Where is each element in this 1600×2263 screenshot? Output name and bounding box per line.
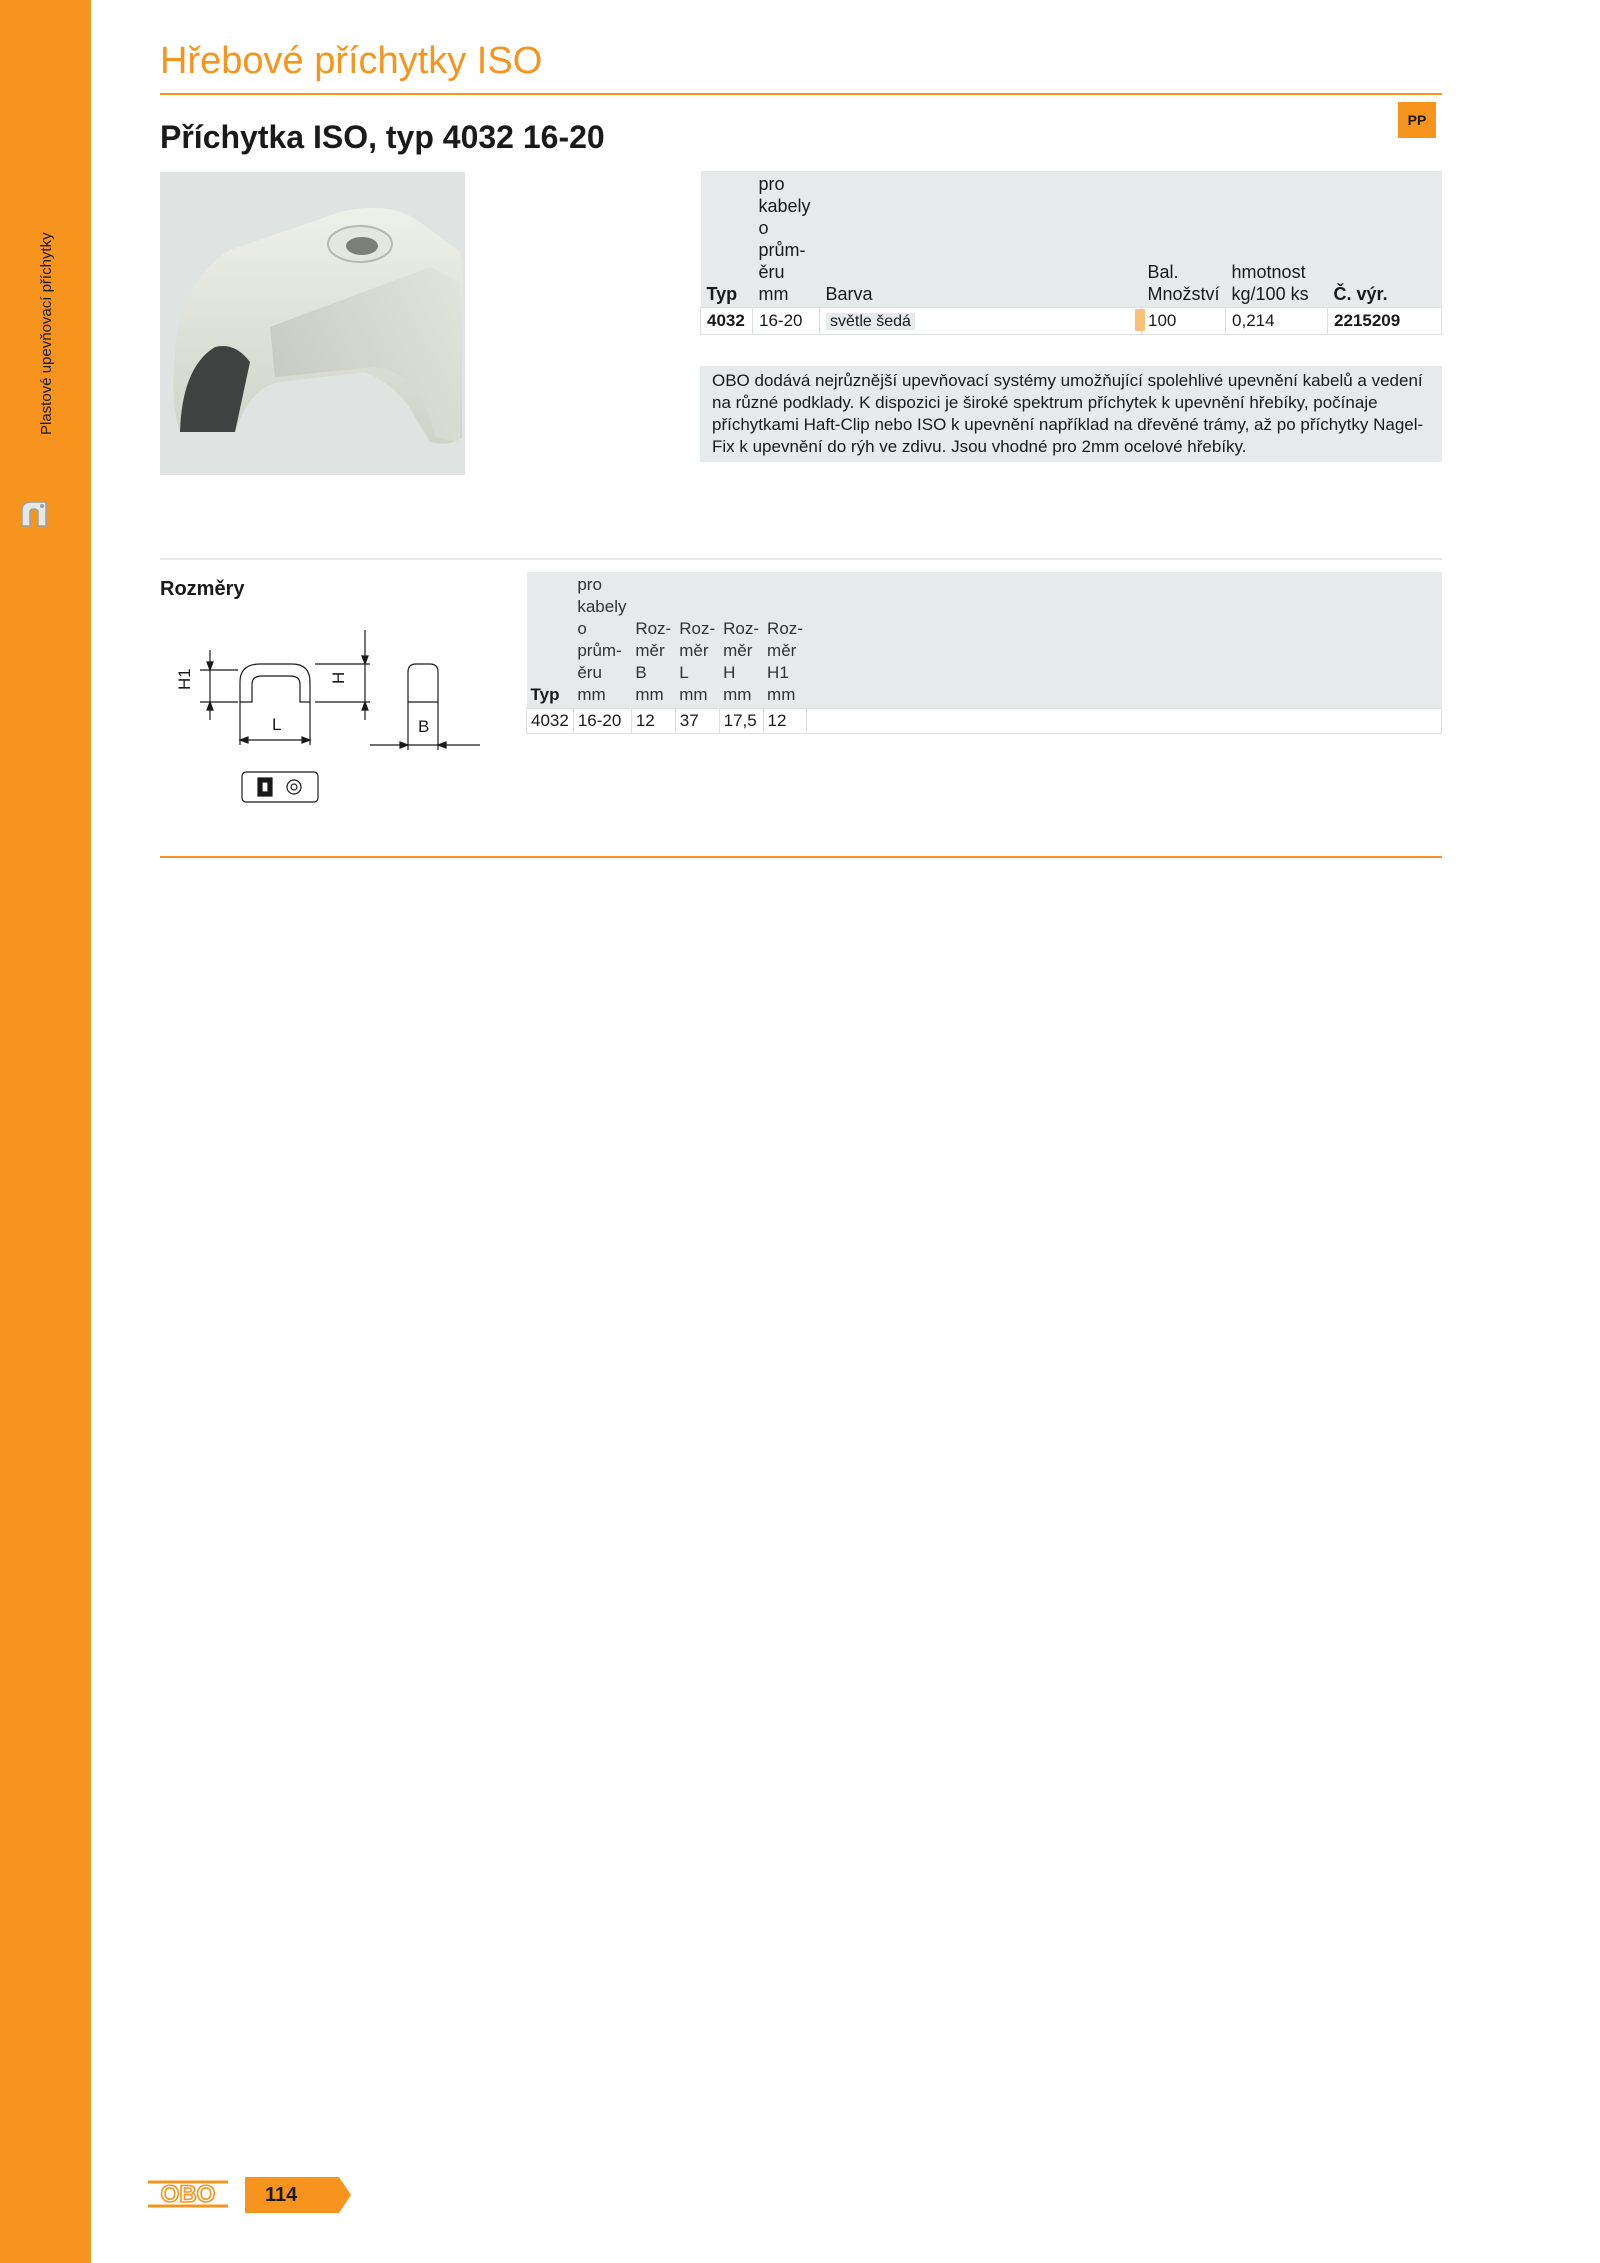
header-line: kabely [758,196,811,216]
header-line: L [679,663,689,682]
header-line: prům- [758,240,806,260]
col-typ: Typ [530,685,560,704]
header-line: Roz- [635,619,672,638]
clip-icon [16,496,52,532]
header-line: H1 [767,663,789,682]
obo-logo [148,2177,228,2211]
header-line: mm [635,685,664,704]
bottom-divider [160,856,1442,858]
header-line: Roz- [723,619,760,638]
col-h1 [763,572,807,709]
material-badge: PP [1398,102,1436,138]
color-value: světle šedá [826,313,915,330]
cell-l: 37 [675,709,719,734]
table-row [527,709,1442,734]
page-title: Hřebové příchytky ISO [160,40,543,82]
header-line: ěru [577,663,602,682]
header-line: hmotnost [1231,262,1306,282]
header-line: o [577,619,587,638]
sidebar-category-label: Plastové upevňovací příchytky [38,232,55,435]
col-weight [1226,171,1328,308]
header-line: měr [767,641,797,660]
color-swatch [1135,309,1145,331]
page-number: 114 [265,2184,298,2206]
col-diameter [753,171,820,308]
header-line: měr [635,641,665,660]
header-line: pro [758,174,785,194]
col-article: Č. výr. [1333,284,1388,304]
cell-qty: 100 [1142,308,1226,335]
label-l: L [272,715,282,734]
header-line: H [723,663,736,682]
cell-spacer [807,709,1442,734]
cell-typ: 4032 [701,308,753,335]
header-line: o [758,218,769,238]
header-line: měr [723,641,753,660]
label-h1: H1 [175,668,194,690]
title-divider [160,93,1442,95]
cell-diameter: 16-20 [573,709,631,734]
header-line: Bal. [1147,262,1179,282]
product-title: Příchytka ISO, typ 4032 16-20 [160,119,605,155]
logo-text: OBO [160,2181,216,2208]
header-line: kabely [577,597,627,616]
dimensions-table [526,572,1442,734]
page-number-badge [245,2177,351,2213]
dimensions-title: Rozměry [160,578,245,600]
cell-color [820,308,1142,335]
cell-typ: 4032 [527,709,574,734]
header-line: ěru [758,262,785,282]
cell-article: 2215209 [1328,308,1442,335]
header-line: mm [758,284,789,304]
product-image [160,172,465,475]
product-description: OBO dodává nejrůznější upevňovací systémy umožňující spolehlivé upevnění kabelů a vedení na různé podklady. K dispozici je široké spektrum příchytek k upevnění hřebíky, počínaje příchytkami Haft-Clip nebo ISO k upevnění například na dřevěné trámy, až po příchytky Nagel-Fix k upevnění do rýh ve zdivu. Jsou vhodné pro 2mm ocelové hřebíky. [700,366,1442,462]
cell-h1: 12 [763,709,807,734]
col-color: Barva [825,284,873,304]
col-b [631,572,675,709]
header-line: mm [577,685,606,704]
cell-b: 12 [631,709,675,734]
header-line: prům- [577,641,622,660]
col-typ: Typ [706,284,738,304]
cell-diameter: 16-20 [753,308,820,335]
header-line: B [635,663,647,682]
section-divider [160,558,1442,560]
header-line: pro [577,575,602,594]
header-line: mm [679,685,708,704]
col-spacer [807,572,1442,709]
cell-h: 17,5 [719,709,763,734]
dimension-drawing [160,620,480,810]
header-line: kg/100 ks [1231,284,1309,304]
cell-weight: 0,214 [1226,308,1328,335]
col-h [719,572,763,709]
header-line: Množství [1147,284,1220,304]
header-line: měr [679,641,709,660]
label-h: H [329,671,348,684]
header-line: Roz- [679,619,716,638]
header-line: mm [723,685,752,704]
header-line: mm [767,685,796,704]
label-b: B [418,717,430,736]
table-row [701,308,1442,335]
col-qty [1142,171,1226,308]
order-table [700,171,1442,335]
col-l [675,572,719,709]
col-diameter [573,572,631,709]
header-line: Roz- [767,619,803,638]
